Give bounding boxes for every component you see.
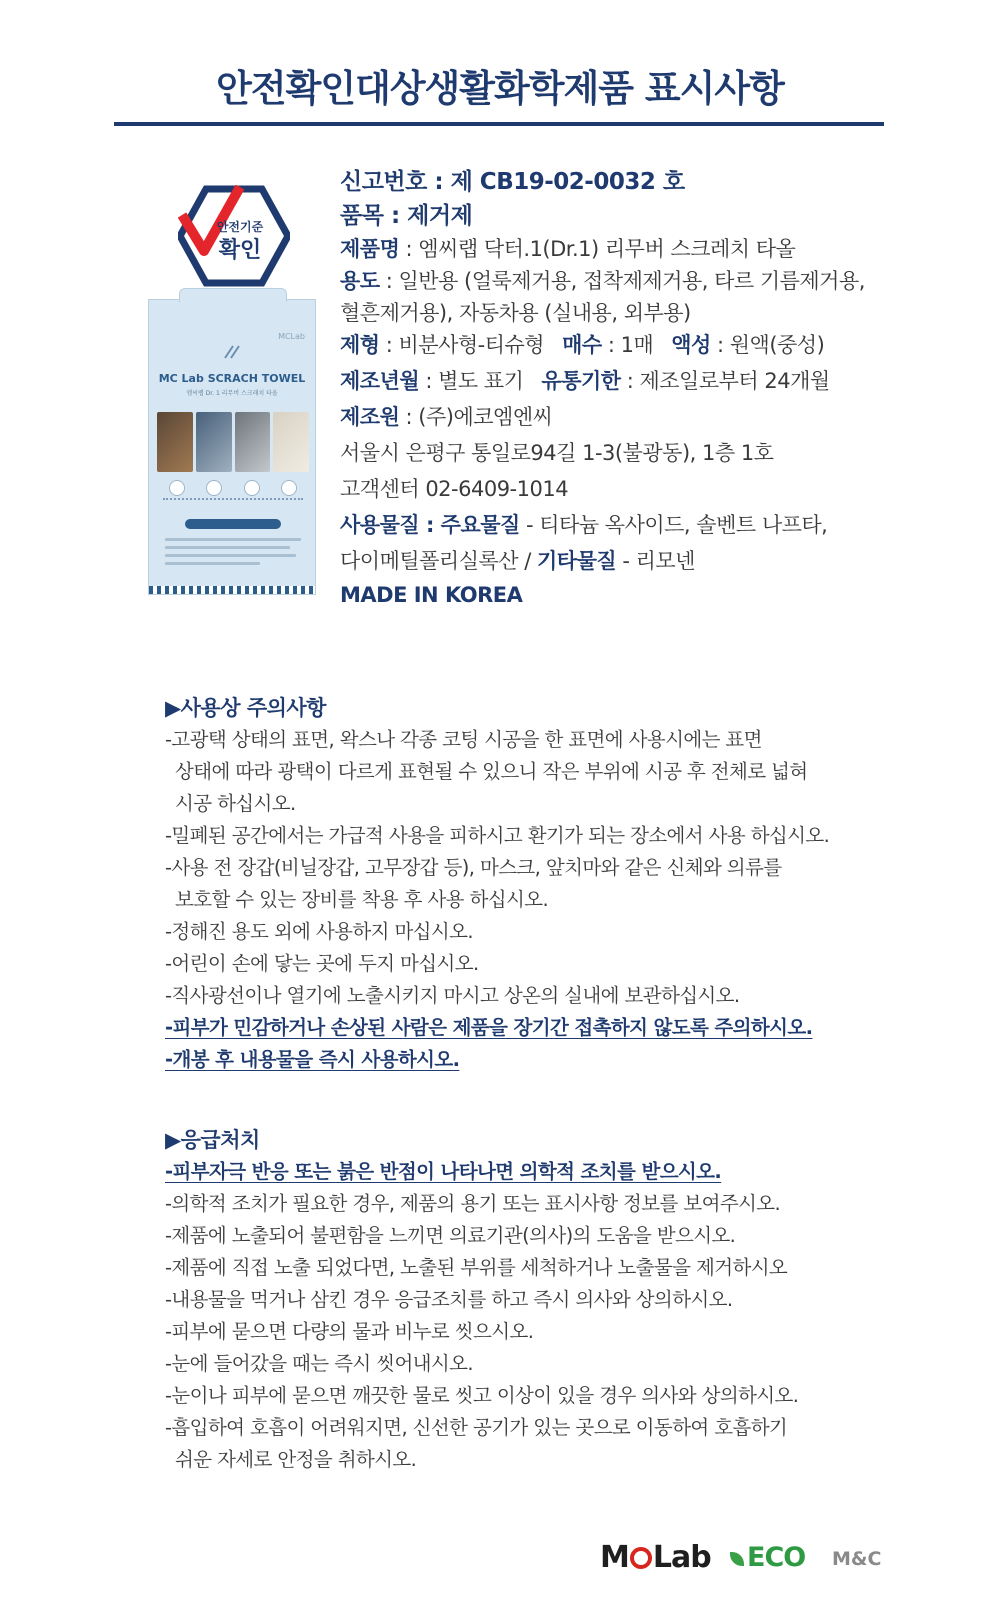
item-category: 품목 : 제거제 (340, 203, 473, 229)
page-title: 안전확인대상생활화학제품 표시사항 (216, 67, 784, 110)
first-aid-line: -흡입하여 호흡이 어려워지면, 신선한 공기가 있는 곳으로 이동하여 호흡하기 (165, 1416, 788, 1439)
caution-line: 보호할 수 있는 장비를 착용 후 사용 하십시오. (175, 888, 549, 911)
package-feature-icon (281, 480, 297, 496)
package-product-name: MC Lab SCRACH TOWEL (158, 372, 306, 385)
package-feature-icon (169, 480, 185, 496)
product-name-row: 제품명 : 엠씨랩 닥터.1(Dr.1) 리무버 스크레치 타올 (340, 237, 796, 261)
eco-logo: ECO (730, 1542, 805, 1573)
package-photo (196, 412, 232, 472)
caution-line-emphasis: -개봉 후 내용물을 즉시 사용하시오. (165, 1048, 460, 1071)
caution-section (165, 692, 865, 1076)
first-aid-section (165, 1124, 865, 1476)
material-row-cont: 다이메틸폴리실록산 / 기타물질 - 리모넨 (340, 549, 695, 573)
package-fine-print (165, 538, 301, 570)
usage-row-cont: 혈흔제거용), 자동차용 (실내용, 외부용) (340, 301, 691, 325)
first-aid-line: -피부에 묻으면 다량의 물과 비누로 씻으시오. (165, 1320, 534, 1343)
usage-row: 용도 : 일반용 (얼룩제거용, 접착제제거용, 타르 기름제거용, (340, 269, 865, 293)
package-feature-icon (244, 480, 260, 496)
caution-line: 시공 하십시오. (175, 792, 296, 815)
title-divider (114, 122, 884, 126)
badge-line2: 확인 (218, 238, 262, 263)
footer-logos (600, 1540, 900, 1580)
caution-line: -어린이 손에 닿는 곳에 두지 마십시오. (165, 952, 479, 975)
caution-line: -정해진 용도 외에 사용하지 마십시오. (165, 920, 473, 943)
first-aid-line: -의학적 조치가 필요한 경우, 제품의 용기 또는 표시사항 정보를 보여주시오. (165, 1192, 781, 1215)
material-row: 사용물질 : 주요물질 - 티타늄 옥사이드, 솔벤트 나프타, (340, 513, 828, 537)
badge-line1: 안전기준 (216, 220, 264, 234)
leaf-icon (730, 1552, 744, 1566)
customer-center: 고객센터 02-6409-1014 (340, 477, 569, 501)
package-logo-icon (223, 344, 247, 360)
package-label-pill (185, 519, 281, 529)
caution-line: -밀폐된 공간에서는 가급적 사용을 피하시고 환기가 되는 장소에서 사용 하십시오. (165, 824, 830, 847)
package-photo (235, 412, 271, 472)
package-footer-stripe (149, 586, 315, 594)
first-aid-line: -제품에 노출되어 불편함을 느끼면 의료기관(의사)의 도움을 받으시오. (165, 1224, 736, 1247)
package-photo (273, 412, 309, 472)
caution-line: -직사광선이나 열기에 노출시키지 마시고 상온의 실내에 보관하십시오. (165, 984, 740, 1007)
package-icon-labels (163, 498, 303, 506)
caution-heading: ▶사용상 주의사항 (165, 696, 326, 720)
safety-check-badge-icon (178, 185, 290, 287)
package-icon-row (169, 480, 297, 496)
caution-line: -사용 전 장갑(비닐장갑, 고무장갑 등), 마스크, 앞치마와 같은 신체와 의류를 (165, 856, 782, 879)
first-aid-line: -눈이나 피부에 묻으면 깨끗한 물로 씻고 이상이 있을 경우 의사와 상의하시오. (165, 1384, 799, 1407)
caution-line: -고광택 상태의 표면, 왁스나 각종 코팅 시공을 한 표면에 사용시에는 표면 (165, 728, 762, 751)
first-aid-line: -눈에 들어갔을 때는 즉시 씻어내시오. (165, 1352, 473, 1375)
maker-row: 제조원 : (주)에코엠엔씨 (340, 405, 553, 429)
first-aid-line: -제품에 직접 노출 되었다면, 노출된 부위를 세척하거나 노출물을 제거하시오 (165, 1256, 788, 1279)
first-aid-line-emphasis: -피부자극 반응 또는 붉은 반점이 나타나면 의학적 조치를 받으시오. (165, 1160, 722, 1183)
form-count-liquid-row: 제형 : 비분사형-티슈형 매수 : 1매 액성 : 원액(중성) (340, 333, 825, 357)
report-number: 신고번호 : 제 CB19-02-0032 호 (340, 169, 685, 195)
date-expiry-row: 제조년월 : 별도 표기 유통기한 : 제조일로부터 24개월 (340, 369, 830, 393)
mclab-c-icon (630, 1547, 652, 1569)
first-aid-line: 쉬운 자세로 안정을 취하시오. (175, 1448, 417, 1471)
package-photo (157, 412, 193, 472)
product-info (340, 165, 900, 611)
product-package-image (148, 299, 316, 595)
mandc-logo: M&C (832, 1548, 882, 1570)
first-aid-heading: ▶응급처치 (165, 1128, 260, 1152)
package-feature-icon (206, 480, 222, 496)
caution-line: 상태에 따라 광택이 다르게 표현될 수 있으니 작은 부위에 시공 후 전체로 넓혀 (175, 760, 808, 783)
package-photos (157, 412, 309, 472)
package-subtitle: 엠씨랩 Dr. 1 리무버 스크래치 타올 (186, 390, 278, 397)
made-in: MADE IN KOREA (340, 583, 523, 607)
address: 서울시 은평구 통일로94길 1-3(불광동), 1층 1호 (340, 441, 774, 465)
mclab-logo: M Lab (600, 1540, 711, 1575)
package-brand: MCLab (278, 332, 305, 341)
first-aid-line: -내용물을 먹거나 삼킨 경우 응급조치를 하고 즉시 의사와 상의하시오. (165, 1288, 733, 1311)
package-hang-tab (179, 288, 287, 302)
caution-line-emphasis: -피부가 민감하거나 손상된 사람은 제품을 장기간 접촉하지 않도록 주의하시오. (165, 1016, 813, 1039)
